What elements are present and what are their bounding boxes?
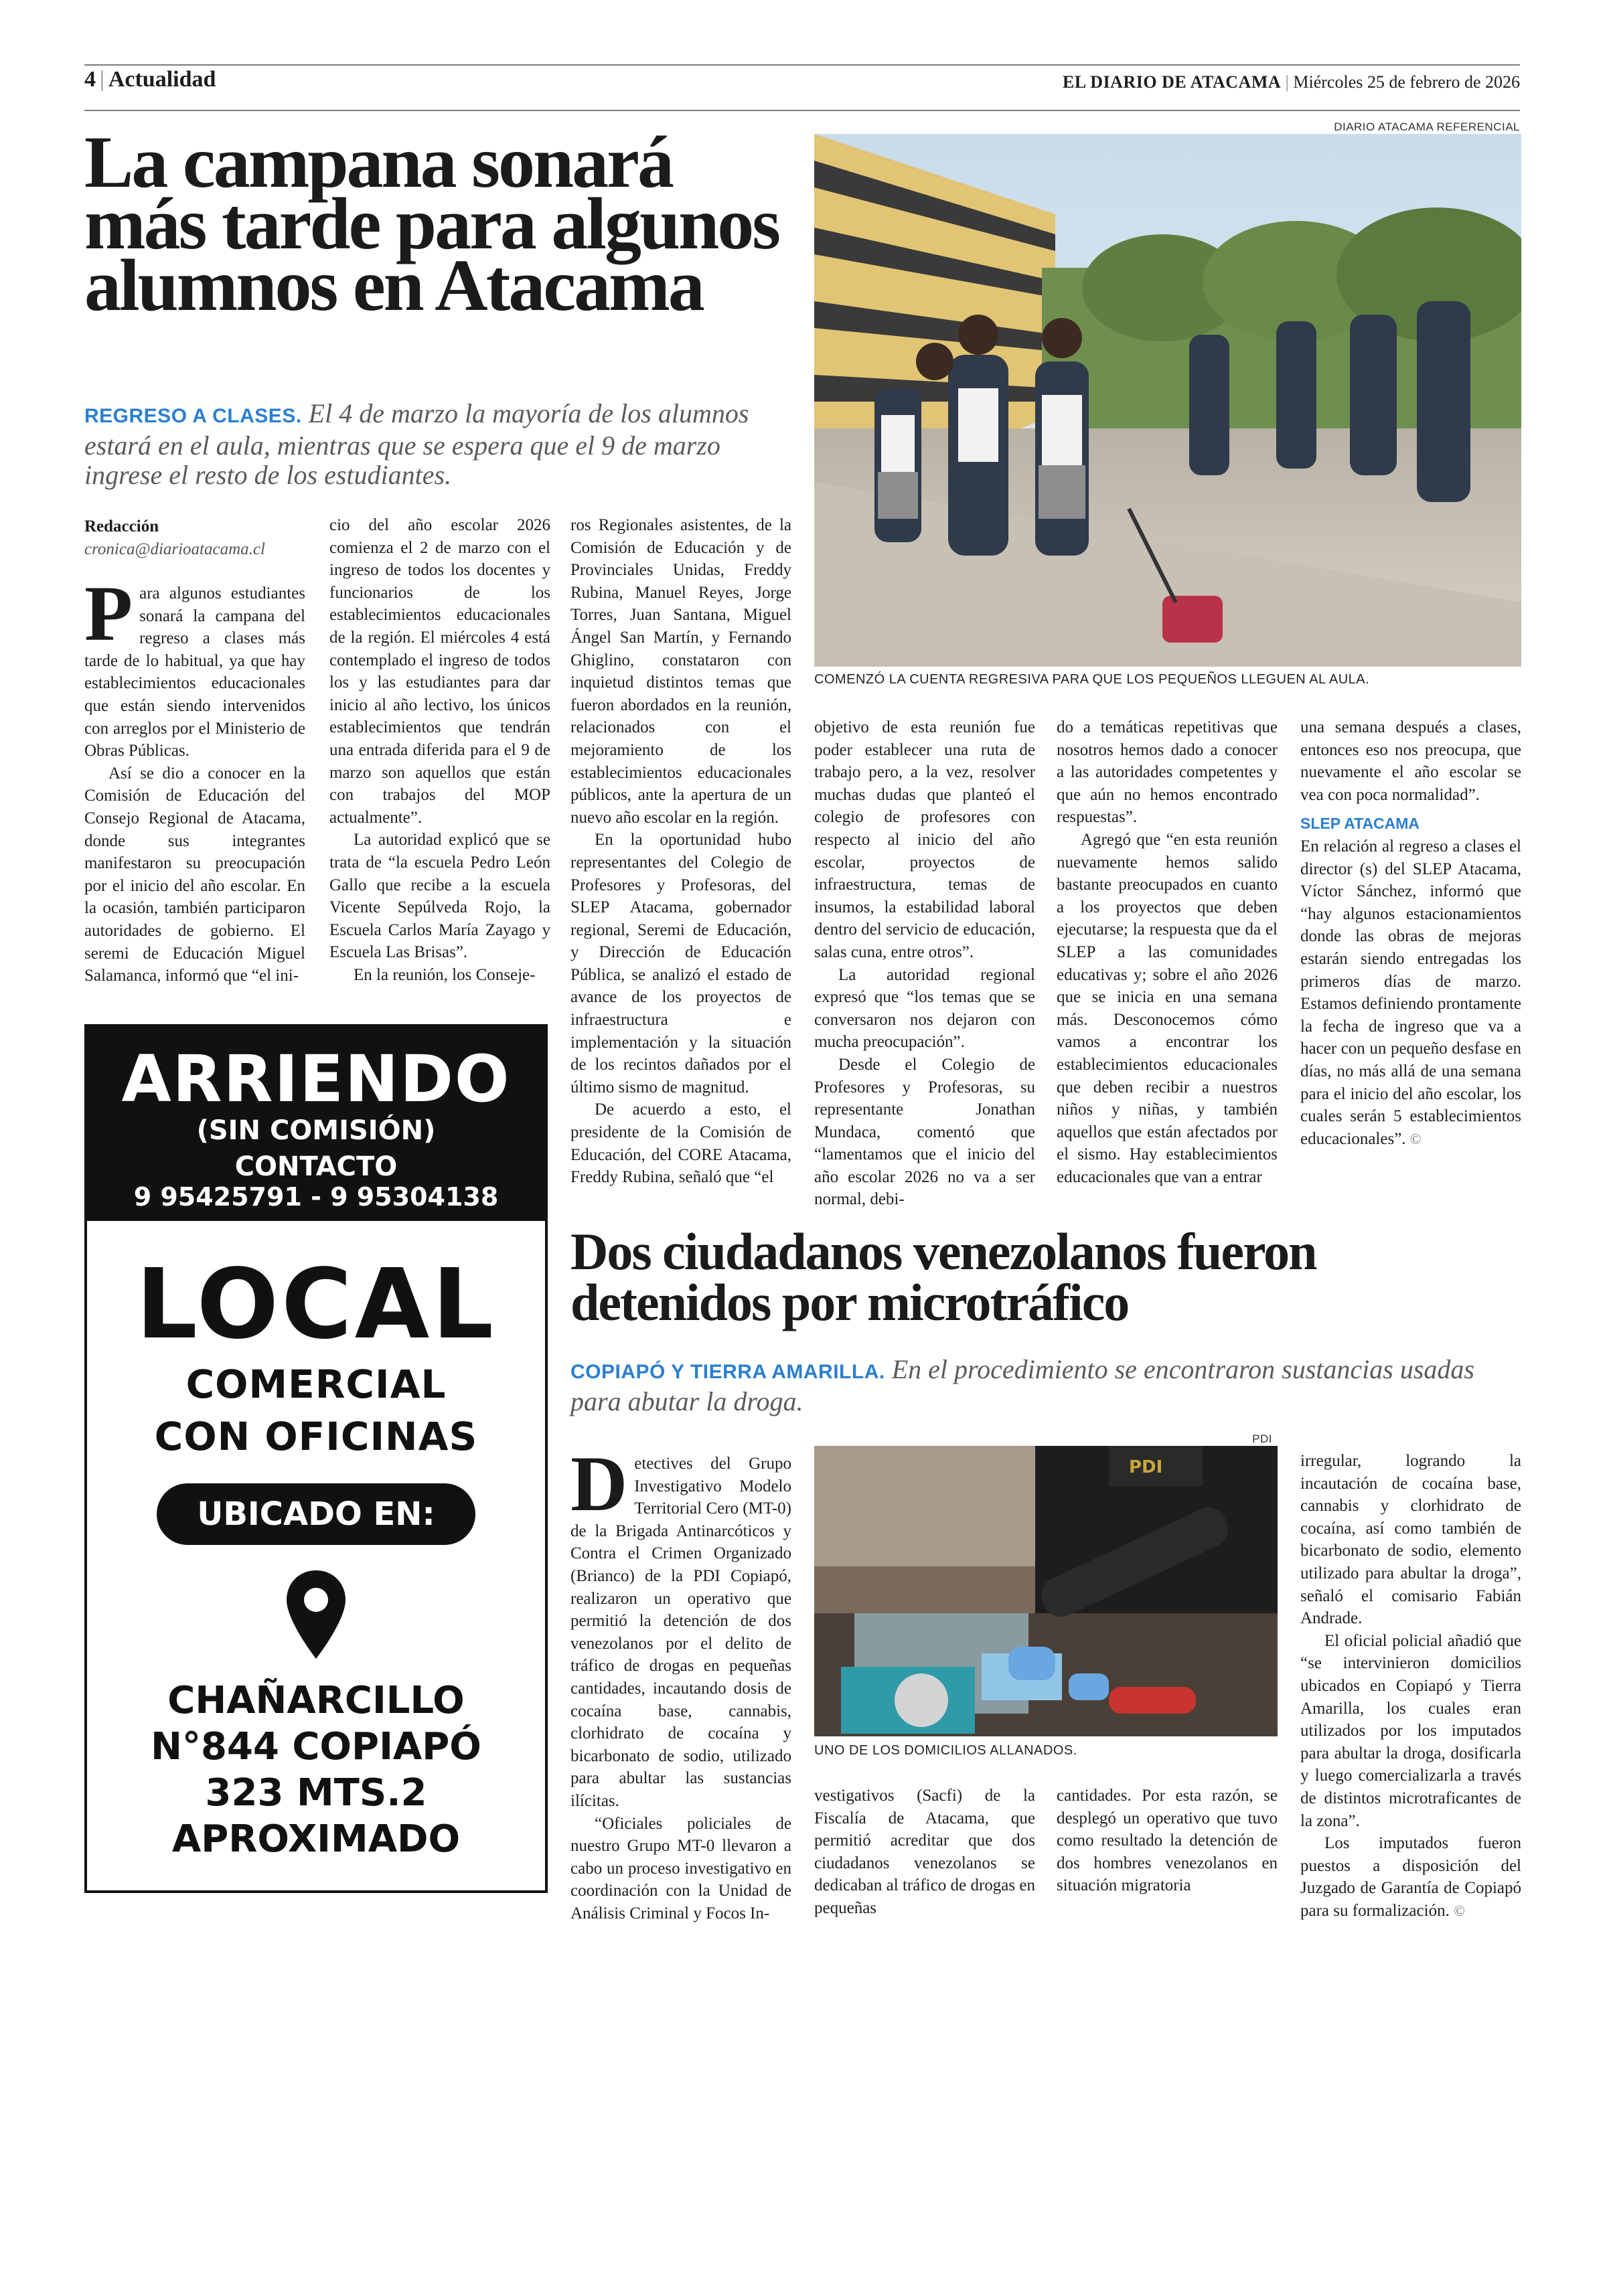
header-rule	[84, 110, 1520, 111]
article2-col1-p1: etectives del Grupo Investigativo Modelo Territorial Cero (MT-0) de la Brigada Antinarcóticos y Contra el Crimen Organizado (Brianco) de la PDI Copiapó, realizaron un operativo que permitió la detención de dos venezolanos por el delito de tráfico de drogas en pequeñas cantidades, incautando dosis de cocaína base, cannabis, clorhidrato de cocaína y bicarbonato de sodio, utilizado para abultar las sustancias ilícitas.	[570, 1455, 791, 1810]
ad-title: ARRIENDO	[121, 1042, 511, 1117]
article1-subhead: SLEP ATACAMA	[1300, 815, 1420, 833]
article1-col3-p1: ros Regionales asistentes, de la Comisión de Educación y de Provinciales Unidas, Freddy Rubina, Manuel Reyes, Jorge Torres, Juan Santana, Miguel Ángel San Martín, y Fernando Ghiglino, constataron con inquietud distintos temas que fueron abordados en la reunión, relacionados con el mejoramiento de los establecimientos educacionales públicos, ante la apertura de un nuevo año escolar en la región.	[570, 516, 791, 827]
ad-line2: CON OFICINAS	[154, 1414, 478, 1459]
article1-photo-caption: COMENZÓ LA CUENTA REGRESIVA PARA QUE LOS PEQUEÑOS LLEGUEN AL AULA.	[814, 672, 1370, 687]
students-photo	[814, 134, 1521, 667]
article2-col4-p2: El oficial policial añadió que “se intervinieron domicilios ubicados en Copiapó y Tierra Amarilla, los cuales eran utilizados por los imputados para abultar la droga, dosificarla y luego comercializarla a través de distintos microtraficantes de la zona”.	[1300, 1631, 1521, 1830]
article2-column-3	[1057, 1785, 1278, 1897]
byline-email: cronica@diarioatacama.cl	[84, 540, 265, 558]
article1-byline	[84, 515, 305, 561]
article2-column-4	[1300, 1450, 1521, 1922]
article2-col4-p3-text: Los imputados fueron puestos a disposición del Juzgado de Garantía de Copiapó para su formalización.	[1300, 1834, 1521, 1920]
ad-located-pill: UBICADO EN:	[157, 1483, 475, 1545]
article1-deck-text: El 4 de marzo la mayoría de los alumnos estará en el aula, mientras que se espera que el 9 de marzo ingrese el resto de los estudiantes.	[84, 398, 749, 490]
article1-column-4	[814, 716, 1035, 1211]
article2-lead-paragraph	[570, 1440, 791, 1813]
article1-column-1	[84, 570, 305, 987]
article2-photo-credit: PDI	[1252, 1432, 1272, 1445]
article1-col4-p1: objetivo de esta reunión fue poder establecer una ruta de trabajo pero, a la vez, resolver muchas dudas que planteó el colegio de profesores con respecto al inicio del año escolar, proyectos de infraestructura, temas de insumos, la estabilidad laboral dentro del servicio de educación, salas cuna, entre otros”.	[814, 718, 1035, 961]
ad-phones: 9 95425791 - 9 95304138	[133, 1182, 499, 1212]
article1-col1-p2: Así se dio a conocer en la Comisión de Educación del Consejo Regional de Atacama, donde sus integrantes manifestaron su preocupación por el inicio del año escolar. En la ocasión, también participaron autoridades de gobierno. El seremi de Educación Miguel Salamanca, informó que “el ini-	[84, 764, 305, 985]
raid-photo	[814, 1446, 1278, 1736]
end-mark-icon: ©	[1454, 1902, 1465, 1919]
article1-col4-p2: La autoridad regional expresó que “los temas que se conversaron nos dejaron con mucha preocupación”.	[814, 965, 1035, 1052]
article1-photo-credit: DIARIO ATACAMA REFERENCIAL	[1334, 120, 1520, 133]
newspaper-name: EL DIARIO DE ATACAMA	[1063, 72, 1282, 92]
article1-col6-p1: una semana después a clases, entonces eso nos preocupa, que nuevamente el año escolar se vea con poca normalidad”.	[1300, 718, 1521, 804]
ad-approx: APROXIMADO	[171, 1817, 461, 1861]
article2-column-1	[570, 1440, 791, 1924]
top-rule	[84, 64, 1520, 66]
page-number: 4	[84, 67, 96, 92]
article2-kicker: COPIAPÓ Y TIERRA AMARILLA.	[570, 1361, 885, 1383]
end-mark-icon: ©	[1409, 1130, 1422, 1147]
article1-deck	[84, 399, 787, 490]
article2-col4-p3	[1300, 1832, 1521, 1922]
ad-address-number: N°844 COPIAPÓ	[151, 1725, 481, 1769]
article2-deck-text: En el procedimiento se encontraron sustancias usadas para abutar la droga.	[570, 1354, 1474, 1416]
ad-address-street: CHAÑARCILLO	[167, 1679, 465, 1722]
publication-date: Miércoles 25 de febrero de 2026	[1293, 72, 1520, 92]
article2-photo	[814, 1446, 1278, 1736]
article1-col1-p1: ara algunos estudiantes sonará la campana del regreso a clases más tarde de lo habitual, ya que hay establecimientos educacionales que están siendo intervenidos con arreglos por el Ministerio de Obras Públicas.	[84, 584, 305, 760]
article2-dropcap: D	[570, 1440, 628, 1528]
ad-local: LOCAL	[136, 1248, 496, 1360]
article1-col6-p2	[1300, 835, 1521, 1150]
article1-headline: La campana sonará más tarde para algunos alumnos en Atacama	[84, 121, 779, 326]
article2-col2-p1: vestigativos (Sacfi) de la Fiscalía de Atacama, que permitió acreditar que dos ciudadanos venezolanos se dedicaban al tráfico de drogas en pequeñas	[814, 1787, 1035, 1917]
article2-photo-caption: UNO DE LOS DOMICILIOS ALLANADOS.	[814, 1743, 1077, 1758]
location-pin-icon	[283, 1568, 350, 1661]
ad-area: 323 MTS.2	[205, 1771, 427, 1815]
article1-dropcap: P	[84, 570, 133, 657]
article2-headline: Dos ciudadanos venezolanos fueron detenidos por microtráfico	[570, 1222, 1316, 1331]
article1-column-5	[1057, 716, 1278, 1188]
article1-lead-paragraph	[84, 570, 305, 762]
svg-text:PDI: PDI	[1129, 1457, 1163, 1477]
article1-column-6	[1300, 716, 1521, 1150]
section-name: Actualidad	[108, 67, 216, 92]
article2-col4-p1: irregular, logrando la incautación de cocaína base, cannabis y clorhidrato de cocaína, así como también de bicarbonato de sodio, elemento utilizado para abultar la droga”, señaló el comisario Fabián Andrade.	[1300, 1452, 1521, 1628]
article1-kicker: REGRESO A CLASES.	[84, 405, 302, 427]
article1-column-3	[570, 514, 791, 1189]
article1-photo	[814, 134, 1521, 667]
article1-col3-p2: En la oportunidad hubo representantes del Colegio de Profesores y Profesoras, del SLEP Atacama, gobernador regional, Seremi de Educación, y Dirección de Educación Pública, se analizó el estado de avance de los proyectos de infraestructura e implementación y la situación de los recintos dañados por el último sismo de magnitud.	[570, 831, 791, 1096]
page-folio: 4 | Actualidad	[84, 67, 216, 92]
article1-col6-p2-text: En relación al regreso a clases el director (s) del SLEP Atacama, Víctor Sánchez, informó que “hay algunos estacionamientos donde las obras de mejoras estarán siendo entregadas los primeros días de marzo. Estamos definiendo prontamente la fecha de ingreso que va a hacer con un pequeño desfase en días, no más allá de una semana para el inicio del año escolar, los cuales serán 5 establecimientos educacionales”.	[1300, 837, 1521, 1148]
article1-col2-p1: cio del año escolar 2026 comienza el 2 de marzo con el ingreso de todos los docentes y funcionarios de los establecimientos educacionales de la región. El miércoles 4 está contemplado el ingreso de todos los y las estudiantes para dar inicio al año lectivo, los únicos establecimientos que tendrán una entrada diferida para el 9 de marzo son aquellos que están con trabajos del MOP actualmente”.	[329, 516, 550, 827]
article1-col2-p2: La autoridad explicó que se trata de “la escuela Pedro León Gallo que recibe a la escuela Vicente Sepúlveda Rojo, la Escuela Carlos María Zayago y Escuela Las Brisas”.	[329, 831, 550, 962]
ad-contact-label: CONTACTO	[234, 1151, 398, 1182]
article1-col2-p3: En la reunión, los Conseje-	[354, 965, 536, 984]
article1-column-2	[329, 514, 550, 986]
ad-subtitle: (SIN COMISIÓN)	[196, 1115, 436, 1146]
byline-name: Redacción	[84, 517, 159, 536]
ad-header	[87, 1027, 545, 1221]
article2-deck	[570, 1355, 1501, 1416]
article1-col3-p3: De acuerdo a esto, el presidente de la Comisión de Educación, del CORE Atacama, Freddy Rubina, señaló que “el	[570, 1100, 791, 1187]
article1-col5-p1: do a temáticas repetitivas que nosotros hemos dado a conocer a las autoridades competentes y que aún no hemos encontrado respuestas”.	[1057, 718, 1278, 827]
article1-col4-p3: Desde el Colegio de Profesores y Profesoras, su representante Jonathan Mundaca, comentó que “lamentamos que el inicio del año escolar 2026 no va a ser normal, debi-	[814, 1055, 1035, 1209]
ad-line1: COMERCIAL	[185, 1362, 447, 1407]
article1-col5-p2: Agregó que “en esta reunión nuevamente hemos salido bastante preocupados en cuanto a los proyectos que deben ejecutarse; la respuesta que da el SLEP a las comunidades educativas y; sobre el año 2026 que se inicia en una semana más. Desconocemos cómo vamos a encontrar los establecimientos educacionales que deben recibir a nuestros niños y niñas, y también aquellos que están afectados por el sismo. Hay establecimientos educacionales que van a entrar	[1057, 830, 1278, 1186]
publication-info: EL DIARIO DE ATACAMA | Miércoles 25 de febrero de 2026	[1063, 72, 1520, 92]
article2-column-2	[814, 1785, 1035, 1920]
article2-col1-p2: “Oficiales policiales de nuestro Grupo MT-0 llevaron a cabo un proceso investigativo en coordinación con la Unidad de Análisis Criminal y Focos In-	[570, 1814, 791, 1922]
article2-col3-p1: cantidades. Por esta razón, se desplegó un operativo que tuvo como resultado la detención de dos hombres venezolanos en situación migratoria	[1057, 1787, 1278, 1895]
classified-ad	[84, 1024, 548, 1893]
